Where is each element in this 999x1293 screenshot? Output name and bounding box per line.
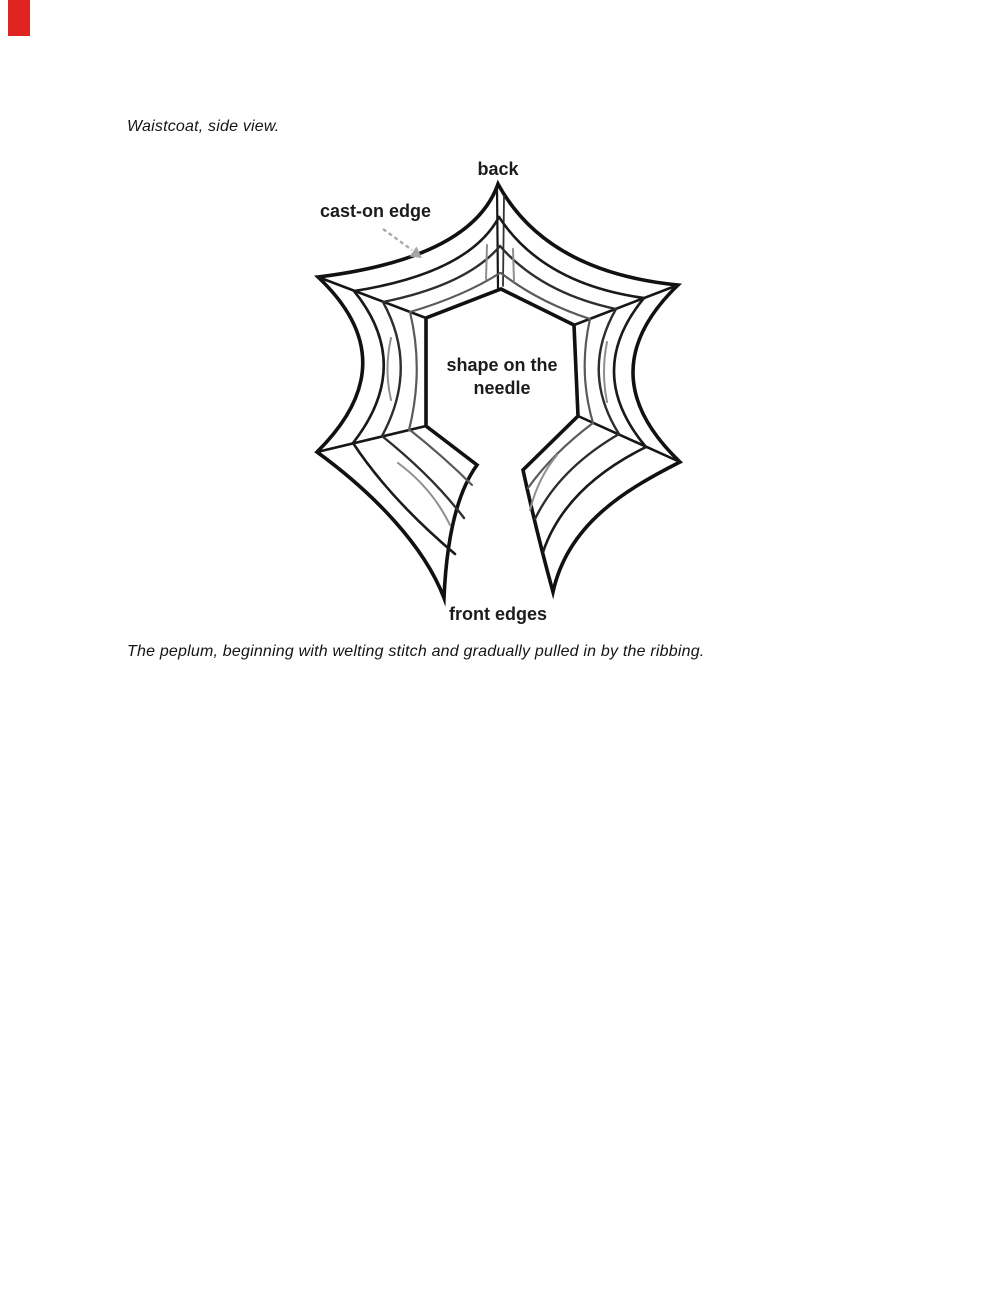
center-back-seam-line-2	[503, 196, 504, 286]
knit-row-curve	[585, 319, 593, 423]
label-shape-line2: needle	[473, 378, 531, 398]
knit-row-curve	[388, 338, 392, 400]
knit-row-curve	[382, 436, 464, 518]
knit-row-curve	[353, 291, 384, 443]
knit-row-curve	[500, 246, 616, 309]
knit-row-curve	[543, 447, 646, 552]
knit-row-curve	[354, 217, 499, 291]
knit-row-curve	[383, 246, 500, 302]
label-front-edges: front edges	[448, 604, 548, 624]
cast-on-arrow	[383, 229, 422, 258]
figure-caption-bottom: The peplum, beginning with welting stitch and gradually pulled in by the ribbing.	[127, 643, 705, 660]
label-cast-on-edge: cast-on edge	[320, 201, 432, 221]
label-shape-line1: shape on the	[446, 355, 558, 375]
center-back-seam-line	[497, 187, 498, 288]
figure-caption-top: Waistcoat, side view.	[127, 118, 280, 135]
knit-row-curve	[513, 249, 514, 281]
label-shape-on-needle	[446, 354, 557, 400]
knit-row-curve	[486, 245, 487, 279]
knit-row-curve	[614, 298, 646, 447]
knit-row-curve	[409, 312, 417, 430]
label-back: back	[477, 159, 519, 179]
knit-row-curve	[353, 443, 455, 554]
knit-row-curve	[599, 309, 619, 434]
arrow-tail	[383, 229, 412, 250]
knit-row-curve	[604, 342, 607, 402]
